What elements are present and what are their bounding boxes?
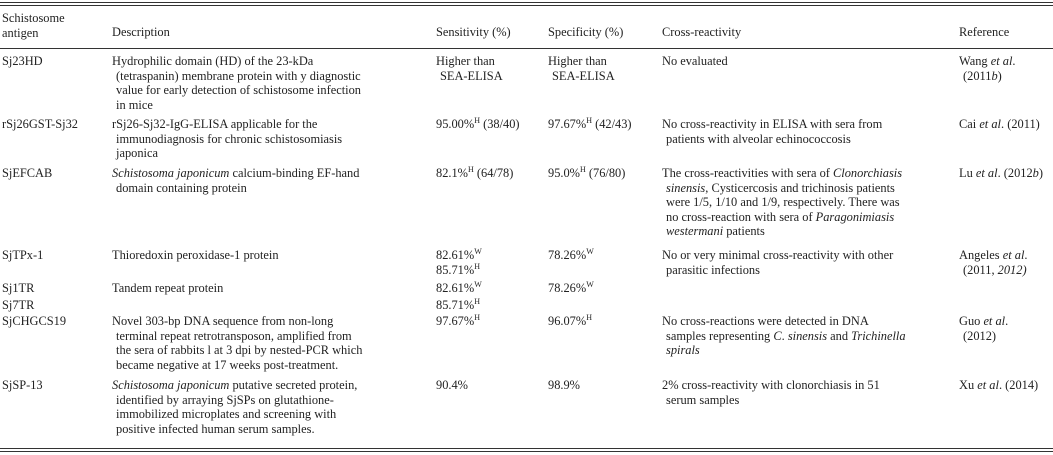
header-description: Description — [112, 25, 170, 39]
row-sj1tr-antigen: Sj1TR — [2, 281, 35, 295]
row-sjtpx1-description: Thioredoxin peroxidase-1 protein — [112, 248, 279, 262]
cross-line: samples representing C. sinensis and Trichinella — [666, 328, 906, 343]
row-sj1tr-specificity: 78.26%$^W$ — [548, 280, 594, 295]
sens-line: 82.61%$^W$ — [436, 247, 482, 262]
cross-line: No or very minimal cross-reactivity with other — [662, 248, 894, 262]
desc-line: immobilized microplates and screening with — [116, 407, 337, 422]
desc-line: (tetraspanin) membrane protein with y diagnostic — [116, 68, 361, 83]
ref-line: Angeles et al. — [959, 248, 1028, 262]
row-sj23hd-specificity — [548, 54, 615, 83]
desc-line: Schistosoma japonicum putative secreted protein, — [112, 378, 358, 392]
desc-line: Schistosoma japonicum calcium-binding EF-hand — [112, 166, 360, 180]
desc-line: Novel 303-bp DNA sequence from non-long — [112, 314, 334, 328]
desc-line: terminal repeat retrotransposon, amplified from — [116, 328, 352, 343]
row-sjefcab-specificity: 95.0%$^H$ (76/80) — [548, 165, 626, 180]
row-sjchgcs19-specificity: 96.07%$^H$ — [548, 313, 592, 328]
desc-line: in mice — [116, 97, 153, 112]
row-sjchgcs19-antigen: SjCHGCS19 — [2, 314, 67, 328]
desc-line: became negative at 17 weeks post-treatment. — [116, 357, 339, 372]
row-sjtpx1-sensitivity — [436, 248, 482, 277]
desc-line: positive infected human serum samples. — [116, 421, 315, 436]
cross-line: serum samples — [666, 392, 740, 407]
desc-line: domain containing protein — [116, 180, 247, 195]
ref-line: Wang et al. — [959, 54, 1016, 68]
row-sjsp13-sensitivity: 90.4% — [436, 378, 469, 392]
row-sjtpx1-antigen: SjTPx-1 — [2, 248, 44, 262]
row-rsj26-description — [112, 117, 342, 161]
row-sjsp13-description — [112, 378, 357, 436]
row-sj1tr-sensitivity: 82.61%$^W$ — [436, 280, 482, 295]
cross-line: 2% cross-reactivity with clonorchiasis in 51 — [662, 378, 880, 392]
desc-line: Hydrophilic domain (HD) of the 23-kDa — [112, 54, 314, 68]
desc-line: japonica — [116, 146, 158, 161]
spec-line: Higher than — [548, 54, 607, 68]
row-rsj26-reference: Cai et al. (2011) — [959, 117, 1040, 131]
ref-line: (2011, 2012) — [963, 262, 1027, 277]
cross-line: no cross-reaction with sera of Paragonimiasis — [666, 209, 895, 224]
cross-line: No cross-reactions were detected in DNA — [662, 314, 869, 328]
row-sj23hd-description — [112, 54, 361, 112]
bottom-rule-double — [0, 448, 1053, 449]
row-sj23hd-cross: No evaluated — [662, 54, 728, 68]
sens-line: 85.71%$^H$ — [436, 261, 480, 277]
desc-line: identified by arraying SjSPs on glutathione- — [116, 392, 334, 407]
header-sensitivity: Sensitivity (%) — [436, 25, 511, 39]
sens-line: SEA-ELISA — [440, 68, 503, 83]
header-antigen-line2: antigen — [2, 25, 39, 40]
cross-line: sinensis, Cysticercosis and trichinosis patients — [666, 180, 895, 195]
cross-line: parasitic infections — [666, 262, 760, 277]
row-sjefcab-sensitivity: 82.1%$^H$ (64/78) — [436, 165, 514, 180]
row-sjefcab-reference: Lu et al. (2012b) — [959, 166, 1044, 180]
row-sjchgcs19-sensitivity: 97.67%$^H$ — [436, 313, 480, 328]
row-rsj26-cross — [662, 117, 882, 146]
ref-line: (2012) — [963, 328, 997, 343]
row-sj23hd-antigen: Sj23HD — [2, 54, 43, 68]
spec-line: SEA-ELISA — [552, 68, 615, 83]
cross-line: spirals — [666, 343, 700, 358]
desc-line: value for early detection of schistosome infection — [116, 83, 361, 98]
row-rsj26-sensitivity: 95.00%$^H$ (38/40) — [436, 116, 520, 131]
row-sj7tr-sensitivity: 85.71%$^H$ — [436, 297, 480, 312]
row-sj23hd-reference — [959, 54, 1016, 83]
row-sjsp13-antigen: SjSP-13 — [2, 378, 43, 392]
row-sj1tr-description: Tandem repeat protein — [112, 281, 224, 295]
row-rsj26-antigen: rSj26GST-Sj32 — [2, 117, 78, 131]
bottom-rule — [0, 451, 1053, 452]
cross-line: were 1/5, 1/10 and 1/9, respectively. There was — [666, 195, 900, 210]
ref-line: Guo et al. — [959, 314, 1009, 328]
cross-line: patients with alveolar echinococcosis — [666, 131, 851, 146]
row-sjsp13-cross — [662, 378, 880, 407]
header-rule — [0, 48, 1053, 49]
cross-line: The cross-reactivities with sera of Clonorchiasis — [662, 166, 903, 180]
desc-line: immunodiagnosis for chronic schistosomiasis — [116, 131, 343, 146]
row-sjtpx1-cross — [662, 248, 893, 277]
top-rule-double — [0, 5, 1053, 6]
row-sjtpx1-reference — [959, 248, 1028, 277]
header-cross-reactivity: Cross-reactivity — [662, 25, 742, 39]
header-antigen — [2, 11, 65, 40]
row-sjefcab-cross — [662, 166, 902, 239]
row-sjchgcs19-reference — [959, 314, 1008, 343]
desc-line: the sera of rabbits l at 3 dpi by nested-PCR which — [116, 343, 363, 358]
sens-line: Higher than — [436, 54, 495, 68]
row-rsj26-specificity: 97.67%$^H$ (42/43) — [548, 116, 632, 131]
cross-line: No cross-reactivity in ELISA with sera from — [662, 117, 883, 131]
row-sjsp13-specificity: 98.9% — [548, 378, 581, 392]
row-sjefcab-antigen: SjEFCAB — [2, 166, 53, 180]
row-sjefcab-description — [112, 166, 359, 195]
row-sjchgcs19-cross — [662, 314, 906, 358]
row-sj23hd-sensitivity — [436, 54, 503, 83]
header-reference: Reference — [959, 25, 1010, 39]
header-antigen-line1: Schistosome — [2, 11, 65, 25]
header-specificity: Specificity (%) — [548, 25, 624, 39]
top-rule — [0, 2, 1053, 3]
row-sjsp13-reference: Xu et al. (2014) — [959, 378, 1039, 392]
ref-line: (2011b) — [963, 68, 1002, 83]
row-sjchgcs19-description — [112, 314, 362, 372]
desc-line: rSj26-Sj32-IgG-ELISA applicable for the — [112, 117, 318, 131]
row-sj7tr-antigen: Sj7TR — [2, 298, 35, 312]
row-sjtpx1-specificity: 78.26%$^W$ — [548, 247, 594, 262]
cross-line: westermani patients — [666, 224, 765, 239]
